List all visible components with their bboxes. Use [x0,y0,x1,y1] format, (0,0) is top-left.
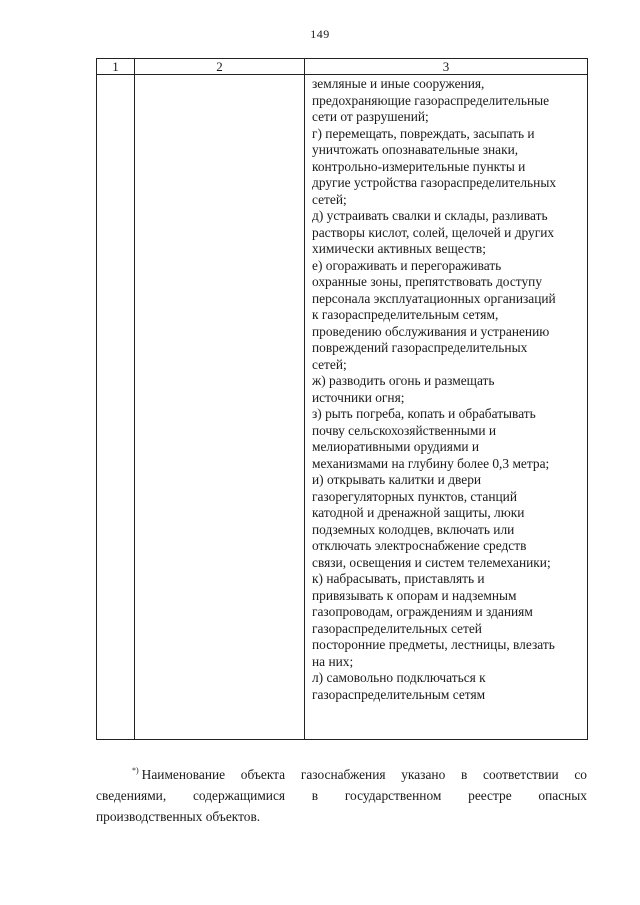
page-number: 149 [310,27,330,41]
text-line: е) огораживать и перегораживать [312,257,502,273]
text-line: газораспределительным сетям [312,686,486,702]
table-cell-col1 [97,75,135,740]
text-line: газопроводам, ограждениям и зданиям [312,604,533,619]
footnote-text: Наименование объекта газоснабжения указано в соответствии со [141,767,587,782]
text-line: растворы кислот, солей, щелочей и других [312,224,555,240]
text-line: к газораспределительным сетям, [312,307,499,322]
text-line: земляные и иные сооружения, [312,76,485,91]
footnote-marker: *) [132,766,139,775]
text-line: контрольно-измерительные пункты и [312,158,526,174]
table-header-row [97,59,588,75]
text-line: сетей; [312,356,347,372]
table-cell-col3 [305,75,588,740]
text-line: л) самовольно подключаться к [312,670,486,685]
text-line: посторонние предметы, лестницы, влезать [312,637,555,652]
content-table [96,58,588,740]
footnote-line: производственных объектов. [96,809,261,824]
text-line: почву сельскохозяйственными и [312,422,497,438]
text-line: сетей; [312,191,347,207]
text-line: к) набрасывать, приставлять и [312,571,485,586]
text-line: сети от разрушений; [312,109,429,124]
text-line: д) устраивать свалки и склады, разливать [312,208,548,223]
text-line: подземных колодцев, включать или [312,521,515,537]
text-line: персонала эксплуатационных организаций [312,290,556,306]
text-line: другие устройства газораспределительных [312,175,557,190]
footnote-line [96,760,587,785]
column-header-3: 3 [305,59,588,75]
text-line: источники огня; [312,389,405,405]
text-line: охранные зоны, препятствовать доступу [312,274,543,289]
text-line: и) открывать калитки и двери [312,472,482,487]
column-header-1: 1 [97,59,135,75]
text-line: ж) разводить огонь и размещать [312,373,495,388]
text-line: газорегуляторных пунктов, станций [312,488,518,504]
text-line: з) рыть погреба, копать и обрабатывать [312,406,536,421]
text-line: проведению обслуживания и устранению [312,323,550,339]
text-line: повреждений газораспределительных [312,340,528,355]
table-row [97,75,588,740]
footnote [96,760,587,827]
footnote-line: сведениями, содержащимися в государственном реестре опасных [96,788,587,803]
text-line: г) перемещать, повреждать, засыпать и [312,125,535,141]
text-line: связи, освещения и систем телемеханики; [312,554,551,570]
text-line: мелиоративными орудиями и [312,439,480,454]
column-header-2: 2 [135,59,305,75]
text-line: предохраняющие газораспределительные [312,92,550,108]
text-line: механизмами на глубину более 0,3 метра; [312,455,550,471]
text-line: химически активных веществ; [312,241,486,256]
text-line: уничтожать опознавательные знаки, [312,142,519,157]
text-line: на них; [312,653,354,669]
text-line: газораспределительных сетей [312,620,482,636]
text-line: отключать электроснабжение средств [312,538,527,553]
text-line: катодной и дренажной защиты, люки [312,505,525,520]
prohibitions-text [305,75,587,703]
text-line: привязывать к опорам и надземным [312,587,517,603]
table-cell-col2 [135,75,305,740]
